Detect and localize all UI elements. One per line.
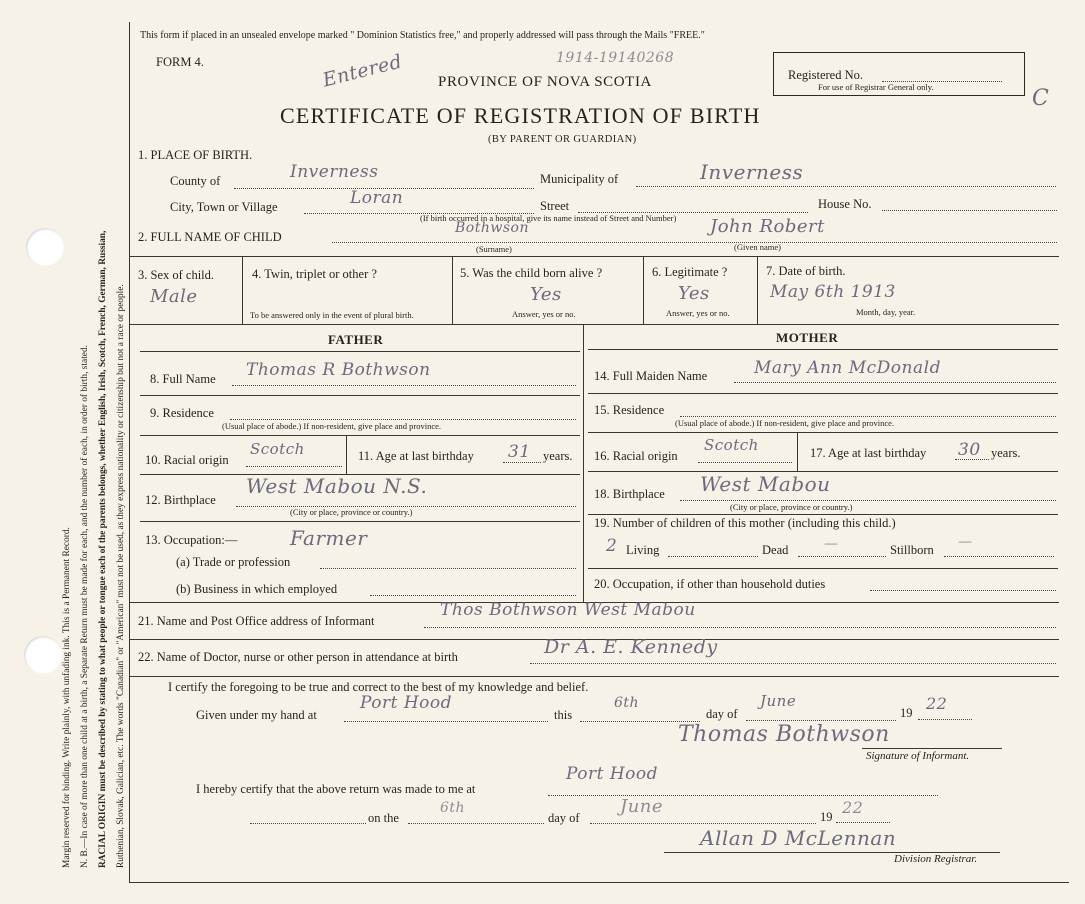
municipality-value: Inverness [700,160,804,184]
dead-value: — [824,536,839,552]
punch-hole [26,228,64,266]
registrar-day-value: 6th [440,800,466,816]
registrar-signature: Allan D McLennan [700,826,897,850]
certificate-title: CERTIFICATE OF REGISTRATION OF BIRTH [280,103,761,128]
registered-note: For use of Registrar General only. [818,82,934,92]
county-value: Inverness [290,162,379,182]
father-age-label: 11. Age at last birthday [358,449,474,463]
certify-year-prefix: 19 [900,706,913,720]
side-note-racial-origin: RACIAL ORIGIN must be described by stating to what people or tongue each of the parents belongs, whether English, Irish, Scotch, French, German, Russian, [98,230,108,868]
margin-mark: C [1032,86,1050,111]
mother-birthplace-value: West Mabou [700,472,831,496]
twin-note: To be answered only in the event of plural birth. [250,310,414,320]
house-label: House No. [818,197,872,211]
city-label: City, Town or Village [170,200,278,214]
registrar-caption: Division Registrar. [894,853,978,865]
hospital-note: (If birth occurred in a hospital, give its name instead of Street and Number) [420,213,677,223]
entered-annotation: Entered [320,50,405,92]
stillborn-value: — [958,534,973,550]
legitimate-value: Yes [678,283,710,304]
doctor-label: 22. Name of Doctor, nurse or other person in attendance at birth [138,650,458,664]
doctor-value: Dr A. E. Kennedy [544,636,718,658]
mother-name-label: 14. Full Maiden Name [594,369,708,383]
father-name-label: 8. Full Name [150,372,216,386]
living-label: Living [626,543,660,557]
mother-racial-value: Scotch [704,436,759,454]
born-alive-note: Answer, yes or no. [512,309,576,319]
given-name-caption: (Given name) [734,242,781,252]
date-of-birth-label: 7. Date of birth. [766,264,846,278]
city-value: Loran [350,188,404,208]
informant-value: Thos Bothwson West Mabou [440,600,696,620]
sex-label: 3. Sex of child. [138,268,215,282]
father-age-value: 31 [508,442,531,462]
mother-name-value: Mary Ann McDonald [754,358,941,378]
registered-label: Registered No. [788,68,863,82]
left-border [129,22,130,882]
registrar-statement: I hereby certify that the above return was made to me at [196,782,476,796]
surname-caption: (Surname) [476,244,512,254]
date-of-birth-note: Month, day, year. [856,307,916,317]
mother-age-label: 17. Age at last birthday [810,446,927,460]
legitimate-note: Answer, yes or no. [666,308,730,318]
informant-label: 21. Name and Post Office address of Informant [138,614,375,628]
father-name-value: Thomas R Bothwson [246,360,431,380]
father-occupation-label: 13. Occupation:— [145,533,238,547]
registrar-year-value: 22 [842,798,864,817]
stillborn-label: Stillborn [890,543,934,557]
legitimate-label: 6. Legitimate ? [652,265,728,279]
child-name-label: 2. FULL NAME OF CHILD [138,230,282,244]
living-value: 2 [606,536,618,556]
given-place-value: Port Hood [360,693,453,713]
mother-racial-label: 16. Racial origin [594,449,678,463]
mother-age-value: 30 [958,440,981,460]
registrar-day-of-label: day of [548,811,580,825]
children-count-label: 19. Number of children of this mother (including this child.) [594,516,896,530]
mother-residence-label: 15. Residence [594,403,665,417]
father-residence-label: 9. Residence [150,406,214,420]
side-note-nationality: Ruthenian, Slovak, Galician, etc. The words "Canadian" or "American" must not be used, as they express nationality or citizenship but not a race or people. [116,284,126,868]
registrar-place-value: Port Hood [566,764,659,784]
certify-this-label: this [554,708,573,722]
mother-birthplace-label: 18. Birthplace [594,487,665,501]
form-number: FORM 4. [156,55,204,69]
province-heading: PROVINCE OF NOVA SCOTIA [438,74,652,90]
registrar-month-value: June [620,796,664,817]
side-note-binding: Margin reserved for binding. Write plainly, with unfading ink. This is a Permanent Record. [62,527,72,868]
father-birthplace-note: (City or place, province or country.) [290,507,413,517]
given-under-hand-label: Given under my hand at [196,708,317,722]
certify-month-value: June [760,692,797,710]
side-note-multiple-births: N. B.—In case of more than one child at a birth, a Separate Return must be made for each, and the number of each, in order of birth, stated. [80,345,90,868]
born-alive-label: 5. Was the child born alive ? [460,266,603,280]
file-number: 1914-19140268 [556,50,675,66]
certify-year-value: 22 [926,694,948,713]
certify-statement: I certify the foregoing to be true and correct to the best of my knowledge and belief. [168,680,589,694]
twin-label: 4. Twin, triplet or other ? [252,267,377,281]
trade-label: (a) Trade or profession [176,555,291,569]
certify-day-of-label: day of [706,707,738,721]
dead-label: Dead [762,543,789,557]
informant-signature: Thomas Bothwson [678,722,890,747]
certify-day-value: 6th [614,695,640,711]
mother-heading: MOTHER [776,330,839,345]
bottom-border [129,882,1069,883]
certificate-subtitle: (BY PARENT OR GUARDIAN) [488,134,637,145]
registered-box [773,52,1025,96]
registrar-on-the-label: on the [368,811,399,825]
father-racial-label: 10. Racial origin [145,453,229,467]
mother-years: years. [991,446,1021,460]
mother-occupation-label: 20. Occupation, if other than household duties [594,577,826,591]
place-of-birth-heading: 1. PLACE OF BIRTH. [138,148,253,162]
punch-hole [24,636,62,674]
mother-birthplace-note: (City or place, province or country.) [730,502,853,512]
sex-value: Male [150,286,198,307]
municipality-label: Municipality of [540,172,619,186]
father-years: years. [543,449,573,463]
father-birthplace-value: West Mabou N.S. [246,474,428,498]
child-given-name: John Robert [710,216,825,237]
born-alive-value: Yes [530,284,562,305]
father-occupation-value: Farmer [290,526,368,550]
father-heading: FATHER [328,332,384,347]
registrar-year-prefix: 19 [820,810,833,824]
date-of-birth-value: May 6th 1913 [770,282,896,302]
informant-signature-caption: Signature of Informant. [866,750,970,762]
father-residence-note: (Usual place of abode.) If non-resident, give place and province. [222,421,442,431]
county-label: County of [170,174,221,188]
mother-residence-note: (Usual place of abode.) If non-resident, give place and province. [675,418,895,428]
father-birthplace-label: 12. Birthplace [145,493,216,507]
street-label: Street [540,199,570,213]
child-surname: Bothwson [455,220,529,236]
business-label: (b) Business in which employed [176,582,338,596]
father-racial-value: Scotch [250,440,305,458]
column-divider [583,324,584,602]
postal-notice: This form if placed in an unsealed envelope marked " Dominion Statistics free," and properly addressed will pass through the Mails "FREE." [140,30,705,41]
